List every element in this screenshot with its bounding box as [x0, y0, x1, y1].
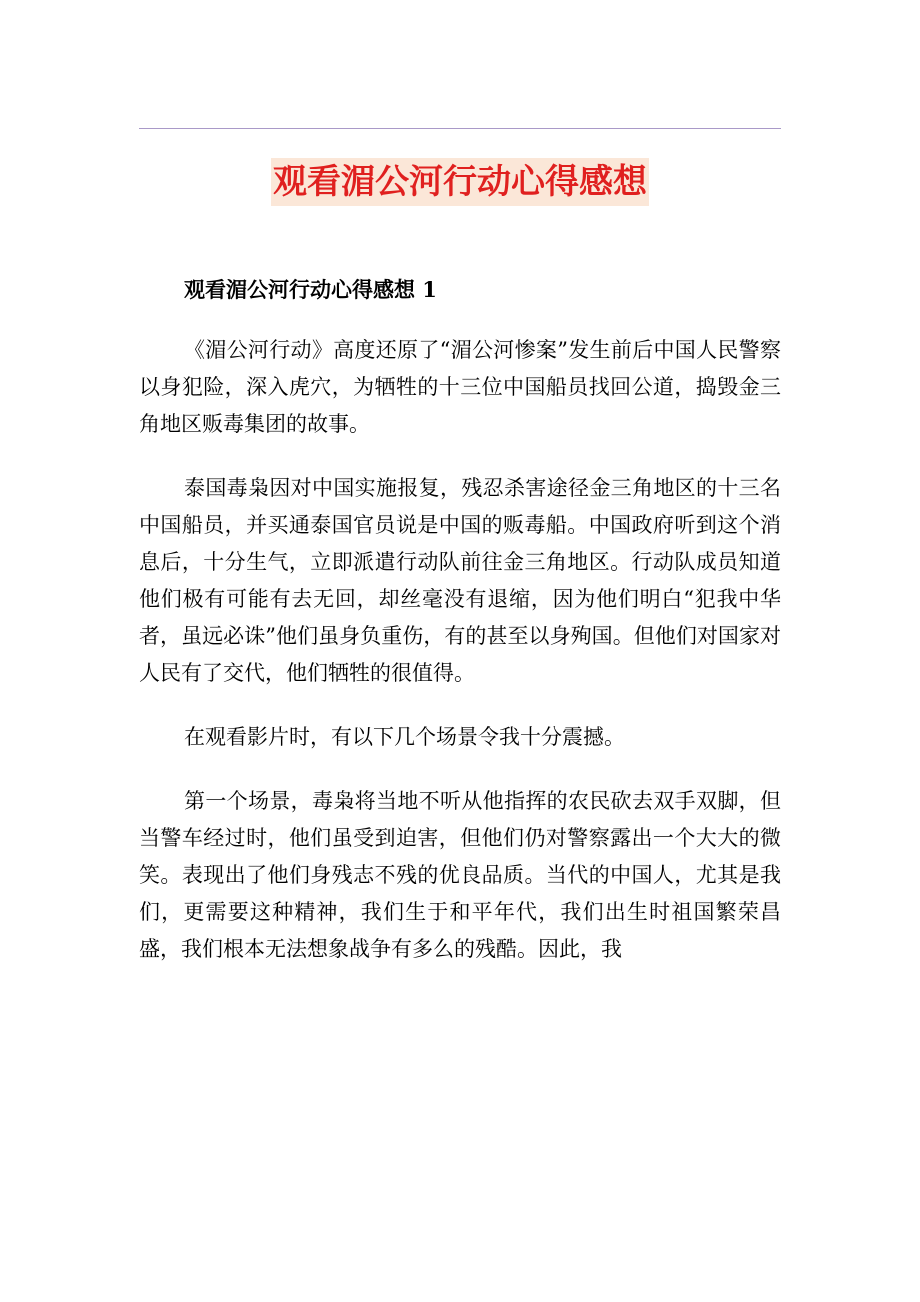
header-rule: [139, 128, 781, 129]
document-body: [139, 270, 781, 995]
body-paragraph: 第一个场景，毒枭将当地不听从他指挥的农民砍去双手双脚，但当警车经过时，他们虽受到迫害，但他们仍对警察露出一个大大的微笑。表现出了他们身残志不残的优良品质。当代的中国人，尤其是我们，更需要这种精神，我们生于和平年代，我们出生时祖国繁荣昌盛，我们根本无法想象战争有多么的残酷。因此，我: [139, 789, 781, 961]
document-title: 观看湄公河行动心得感想: [271, 158, 649, 206]
section-heading: 观看湄公河行动心得感想 1: [184, 277, 437, 302]
body-paragraph: 泰国毒枭因对中国实施报复，残忍杀害途径金三角地区的十三名中国船员，并买通泰国官员说是中国的贩毒船。中国政府听到这个消息后，十分生气，立即派遣行动队前往金三角地区。行动队成员知道他们极有可能有去无回，却丝毫没有退缩，因为他们明白“犯我中华者，虽远必诛”他们虽身负重伤，有的甚至以身殉国。但他们对国家对人民有了交代，他们牺牲的很值得。: [139, 476, 781, 685]
title-container: [0, 158, 920, 206]
body-paragraph: 《湄公河行动》高度还原了“湄公河惨案”发生前后中国人民警察以身犯险，深入虎穴，为牺牲的十三位中国船员找回公道，捣毁金三角地区贩毒集团的故事。: [139, 338, 781, 436]
body-paragraph: 在观看影片时，有以下几个场景令我十分震撼。: [184, 725, 625, 749]
